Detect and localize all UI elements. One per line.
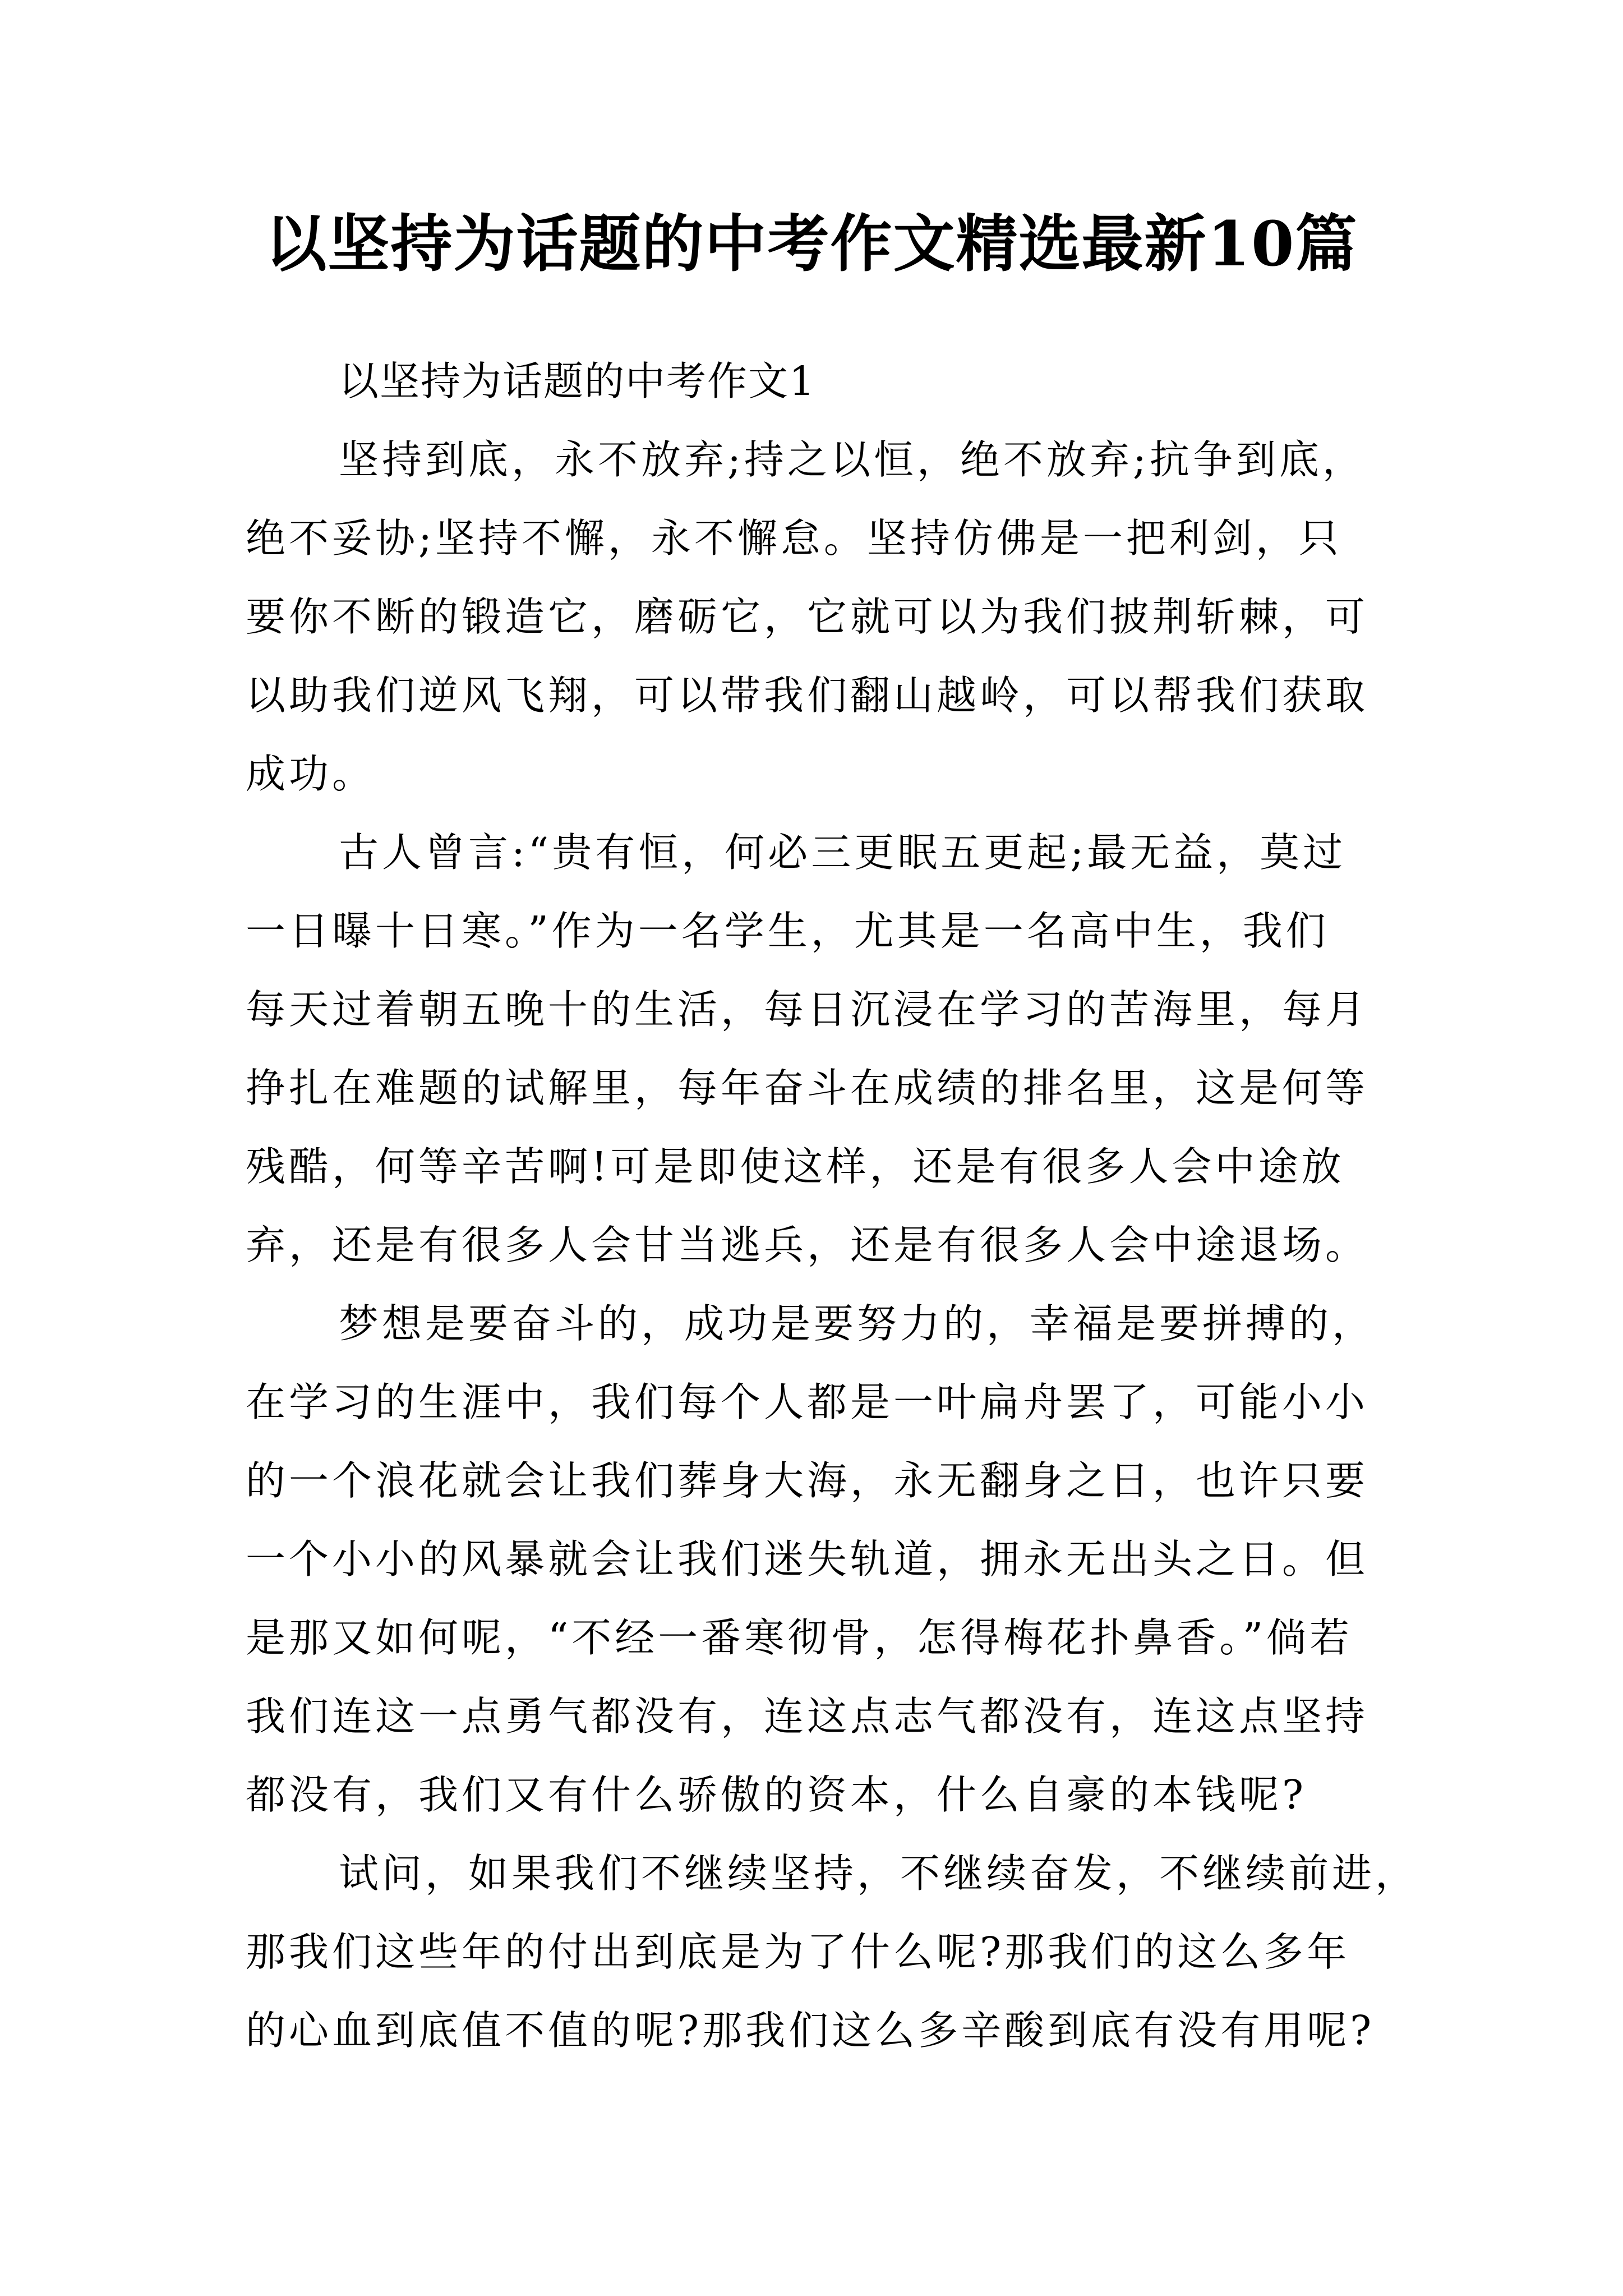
paragraph-line: 绝不妥协;坚持不懈，永不懈怠。坚持仿佛是一把利剑，只 bbox=[246, 515, 1342, 562]
paragraph-line: 试问，如果我们不继续坚持，不继续奋发，不继续前进， bbox=[339, 1850, 1419, 1897]
paragraph-line: 古人曾言:“贵有恒，何必三更眠五更起;最无益，莫过 bbox=[339, 829, 1347, 876]
paragraph-line: 那我们这些年的付出到底是为了什么呢?那我们的这么多年 bbox=[246, 1929, 1350, 1975]
paragraph-line: 我们连这一点勇气都没有，连这点志气都没有，连这点坚持 bbox=[246, 1693, 1369, 1740]
paragraph-line: 挣扎在难题的试解里，每年奋斗在成绩的排名里，这是何等 bbox=[246, 1065, 1369, 1111]
paragraph-1 bbox=[246, 421, 1395, 813]
paragraph-line: 成功。 bbox=[246, 751, 376, 797]
paragraph-line: 的心血到底值不值的呢?那我们这么多辛酸到底有没有用呢? bbox=[246, 2007, 1375, 2054]
paragraph-line: 在学习的生涯中，我们每个人都是一叶扁舟罢了，可能小小 bbox=[246, 1379, 1369, 1425]
paragraph-line: 残酷，何等辛苦啊!可是即使这样，还是有很多人会中途放 bbox=[246, 1143, 1345, 1190]
paragraph-2 bbox=[246, 813, 1395, 1285]
document-title: 以坚持为话题的中考作文精选最新10篇 bbox=[265, 208, 1358, 280]
paragraph-line: 坚持到底，永不放弃;持之以恒，绝不放弃;抗争到底， bbox=[339, 436, 1366, 483]
section-heading: 以坚持为话题的中考作文1 bbox=[339, 358, 816, 404]
document-body bbox=[246, 342, 1419, 2070]
paragraph-line: 每天过着朝五晚十的生活，每日沉浸在学习的苦海里，每月 bbox=[246, 986, 1369, 1033]
paragraph-line: 以助我们逆风飞翔，可以带我们翻山越岭，可以帮我们获取 bbox=[246, 672, 1369, 719]
paragraph-line: 要你不断的锻造它，磨砺它，它就可以为我们披荆斩棘，可 bbox=[246, 593, 1369, 640]
paragraph-line: 是那又如何呢，“不经一番寒彻骨，怎得梅花扑鼻香。”倘若 bbox=[246, 1614, 1353, 1661]
paragraph-line: 的一个浪花就会让我们葬身大海，永无翻身之日，也许只要 bbox=[246, 1457, 1369, 1504]
paragraph-line: 梦想是要奋斗的，成功是要努力的，幸福是要拼搏的， bbox=[339, 1300, 1376, 1347]
paragraph-line: 弃，还是有很多人会甘当逃兵，还是有很多人会中途退场。 bbox=[246, 1222, 1369, 1268]
paragraph-3 bbox=[246, 1285, 1395, 1834]
paragraph-line: 一日曝十日寒。”作为一名学生，尤其是一名高中生，我们 bbox=[246, 908, 1329, 954]
paragraph-line: 都没有，我们又有什么骄傲的资本，什么自豪的本钱呢? bbox=[246, 1772, 1307, 1818]
paragraph-4 bbox=[246, 1834, 1419, 2070]
paragraph-line: 一个小小的风暴就会让我们迷失轨道，拥永无出头之日。但 bbox=[246, 1536, 1369, 1582]
